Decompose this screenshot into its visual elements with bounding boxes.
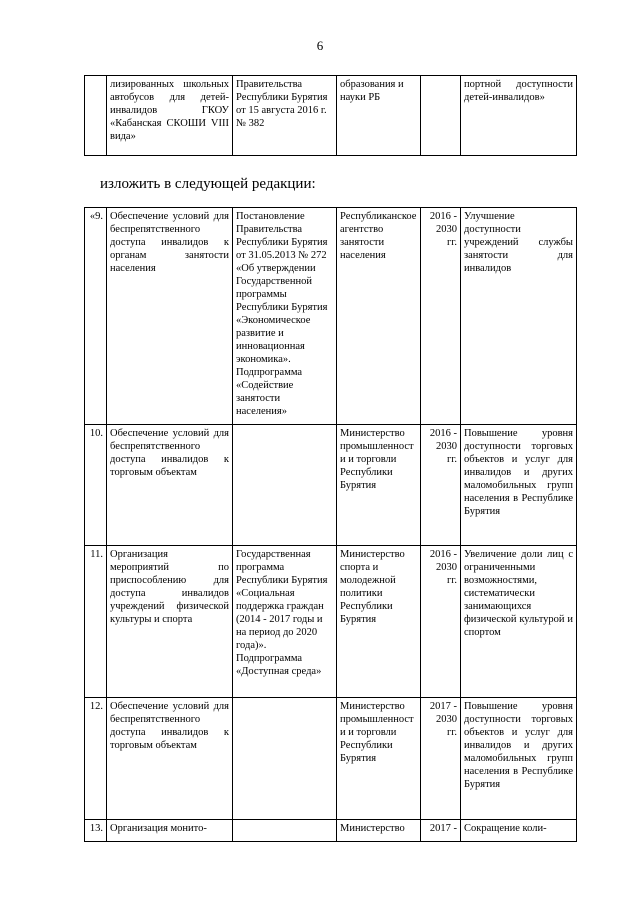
cell-num: 13.	[85, 820, 107, 842]
measures-table	[84, 207, 577, 842]
section-title: изложить в следующей редакции:	[100, 176, 316, 192]
cell-measure: Обеспечение условий для беспрепятственного доступа инвалидов к торговым объектам	[107, 425, 233, 546]
cell-result: Улучшение доступности учреждений службы занятости для инвалидов	[461, 208, 577, 425]
table-continuation	[84, 75, 577, 156]
cell-num	[85, 76, 107, 156]
cell-period: 2016 - 2030 гг.	[421, 425, 461, 546]
table-row	[85, 698, 577, 820]
cell-num: 12.	[85, 698, 107, 820]
cell-basis	[233, 425, 337, 546]
cell-result: Повышение уровня доступности торговых объектов и услуг для инвалидов и других маломобильных групп населения в Республике Бурятия	[461, 698, 577, 820]
cell-num: 10.	[85, 425, 107, 546]
cell-basis: Правительства Республики Бурятия от 15 августа 2016 г. № 382	[233, 76, 337, 156]
cell-result: портной доступности детей-инвалидов»	[461, 76, 577, 156]
cell-measure: Обеспечение условий для беспрепятственного доступа инвалидов к торговым объектам	[107, 698, 233, 820]
cell-executor: Министерство	[337, 820, 421, 842]
cell-period	[421, 76, 461, 156]
page-number: 6	[316, 38, 324, 53]
table-row	[85, 820, 577, 842]
cell-period: 2017 -	[421, 820, 461, 842]
cell-period: 2016 - 2030 гг.	[421, 546, 461, 698]
cell-basis	[233, 698, 337, 820]
cell-result: Увеличение доли лиц с ограниченными возможностями, систематически занимающихся физической культурой и спортом	[461, 546, 577, 698]
cell-measure: Обеспечение условий для беспрепятственного доступа инвалидов к органам занятости населения	[107, 208, 233, 425]
cell-period: 2017 - 2030 гг.	[421, 698, 461, 820]
cell-basis	[233, 820, 337, 842]
cell-result: Сокращение коли-	[461, 820, 577, 842]
table-row	[85, 425, 577, 546]
cell-executor: Министерство промышленности и торговли Республики Бурятия	[337, 425, 421, 546]
cell-executor: Министерство спорта и молодежной политики Республики Бурятия	[337, 546, 421, 698]
cell-measure: Организация монито-	[107, 820, 233, 842]
cell-period: 2016 - 2030 гг.	[421, 208, 461, 425]
cell-basis: Постановление Правительства Республики Бурятия от 31.05.2013 № 272 «Об утверждении Государственной программы Республики Бурятия «Экономическое развитие и инновационная экономика». Подпрограмма «Содействие занятости населения»	[233, 208, 337, 425]
cell-num: 11.	[85, 546, 107, 698]
cell-num: «9.	[85, 208, 107, 425]
cell-executor: Республиканское агентство занятости населения	[337, 208, 421, 425]
table-row	[85, 546, 577, 698]
cell-result: Повышение уровня доступности торговых объектов и услуг для инвалидов и других маломобильных групп населения в Республике Бурятия	[461, 425, 577, 546]
cell-basis: Государственная программа Республики Бурятия «Социальная поддержка граждан (2014 - 2017 годы и на период до 2020 года)». Подпрограмма «Доступная среда»	[233, 546, 337, 698]
table-row	[85, 76, 577, 156]
cell-executor: Министерство промышленности и торговли Республики Бурятия	[337, 698, 421, 820]
cell-measure: лизированных школьных автобусов для детей-инвалидов ГКОУ «Кабанская СКОШИ VIII вида»	[107, 76, 233, 156]
cell-executor: образования и науки РБ	[337, 76, 421, 156]
cell-measure: Организация мероприятий по приспособлению для доступа инвалидов учреждений физической культуры и спорта	[107, 546, 233, 698]
table-row	[85, 208, 577, 425]
